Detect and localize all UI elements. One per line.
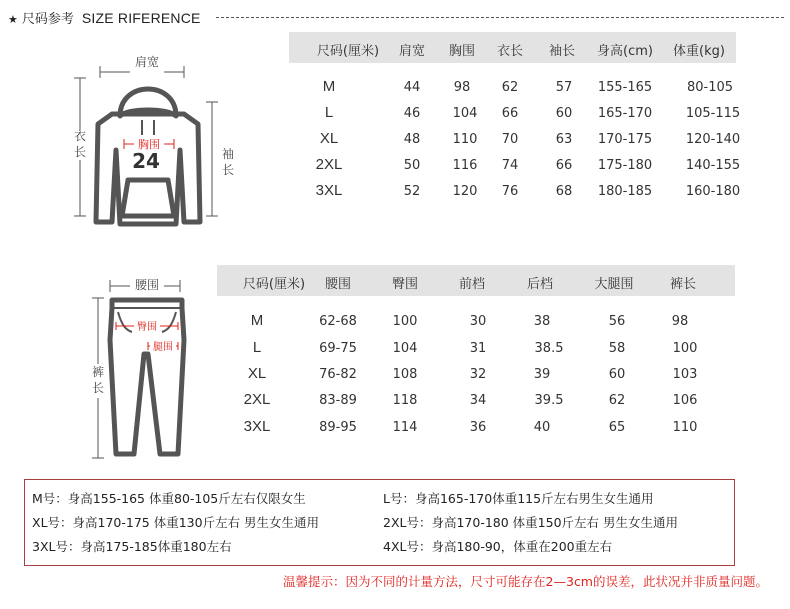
warning-text: 温馨提示：因为不同的计量方法，尺寸可能存在2—3cm的误差，此状况并非质量问题。 xyxy=(283,574,768,589)
pants-header-hip: 臀围 xyxy=(391,277,419,292)
hoodie-table-header xyxy=(289,32,736,63)
shoulder-label: 肩宽 xyxy=(134,55,160,69)
hoodie-header-length: 衣长 xyxy=(496,44,524,59)
thigh-label: 腿围 xyxy=(153,342,173,353)
hoodie-length-label-1: 衣 xyxy=(73,129,87,143)
size-notes-box xyxy=(24,479,735,566)
sleeve-label-2: 长 xyxy=(221,163,235,177)
hoodie-diagram xyxy=(50,40,250,240)
pants-header-length: 裤长 xyxy=(669,277,697,292)
note-l: L号：身高165-170体重115斤左右男生女生通用 xyxy=(383,491,654,506)
hoodie-length-label-2: 长 xyxy=(73,145,87,159)
hoodie-number: 24 xyxy=(132,149,160,173)
pants-header-front: 前档 xyxy=(458,277,486,292)
hoodie-header-chest: 胸围 xyxy=(448,44,476,59)
pants-length-label-1: 裤 xyxy=(91,365,105,379)
hip-label: 臀围 xyxy=(137,322,157,333)
pants-length-label-2: 长 xyxy=(91,381,105,395)
note-m: M号：身高155-165 体重80-105斤左右仅限女生 xyxy=(32,491,306,506)
chest-label: 胸围 xyxy=(138,138,160,151)
pants-table-body: M 62-68 100 30 38 56 98 L 69-75 104 31 38.5 58 100 XL 76-82 108 32 39 60 103 2XL 83-89 118 34 39.5 62 106 3XL 89-95 114 36 40 65 110 xyxy=(243,312,698,435)
hoodie-header-weight: 体重(kg) xyxy=(673,44,725,59)
title-en: SIZE RIFERENCE xyxy=(81,10,201,26)
hoodie-header-height: 身高(cm) xyxy=(597,44,653,59)
hoodie-header-size: 尺码(厘米) xyxy=(316,44,380,59)
header-divider xyxy=(216,17,784,18)
pants-diagram xyxy=(60,270,210,470)
page-title xyxy=(8,8,201,27)
hoodie-header-sleeve: 袖长 xyxy=(548,44,576,59)
pants-header-thigh: 大腿围 xyxy=(594,277,634,292)
title-cn: 尺码参考 xyxy=(21,12,74,27)
sleeve-label-1: 袖 xyxy=(221,147,235,161)
note-4xl: 4XL号：身高180-90，体重在200重左右 xyxy=(383,539,613,554)
pants-header-waist: 腰围 xyxy=(324,277,352,292)
waist-label: 腰围 xyxy=(134,278,160,292)
star-icon: ★ xyxy=(8,13,18,26)
note-xl: XL号：身高170-175 体重130斤左右 男生女生通用 xyxy=(32,515,320,530)
pants-table-header xyxy=(217,265,735,296)
pants-header-back: 后档 xyxy=(526,277,554,292)
hoodie-table-body: M 44 98 62 57 155-165 80-105 L 46 104 66 60 165-170 105-115 XL 48 110 70 63 170-175 120-140 2XL 50 116 74 66 175-180 140-155 3XL 52 120 76 68 180-185 160-180 xyxy=(315,78,741,199)
hoodie-header-shoulder: 肩宽 xyxy=(398,44,426,59)
note-3xl: 3XL号：身高175-185体重180左右 xyxy=(32,539,232,554)
note-2xl: 2XL号：身高170-180 体重150斤左右 男生女生通用 xyxy=(383,515,679,530)
pants-header-size: 尺码(厘米) xyxy=(242,277,306,292)
